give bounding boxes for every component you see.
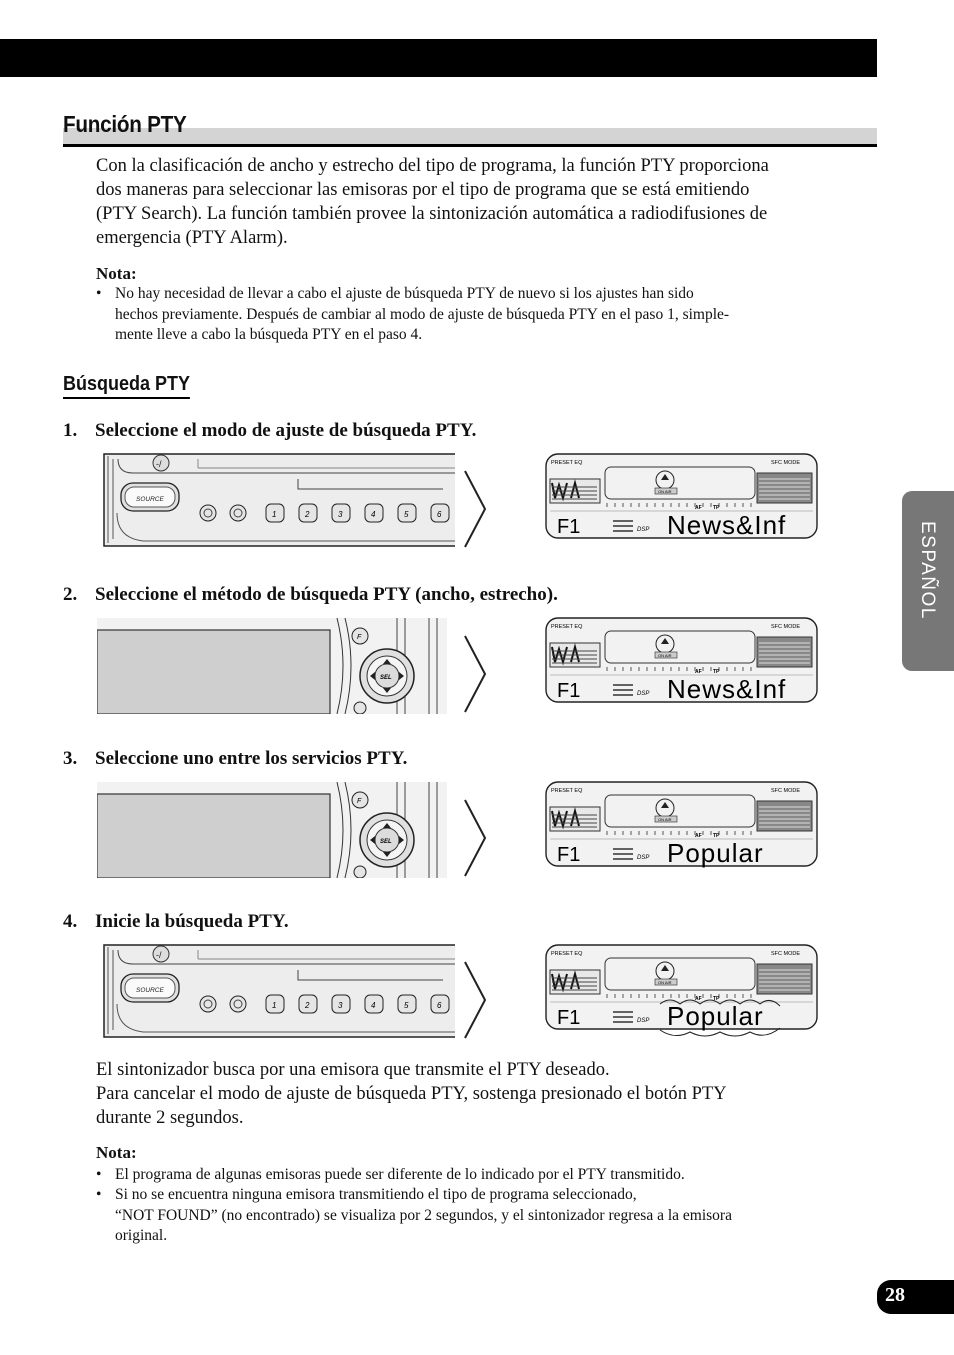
- lcd-label-af: AF: [695, 505, 702, 511]
- note-item: [96, 284, 730, 346]
- note-line: El programa de algunas emisoras puede ser diferente de lo indicado por el PTY transmitido.: [115, 1166, 685, 1183]
- device-control-panel: [97, 782, 447, 878]
- preset-button-4: 4: [371, 510, 376, 519]
- header-bar: [0, 39, 877, 77]
- intro-line: dos maneras para seleccionar las emisoras por el tipo de programa que se está emitiendo: [96, 180, 750, 200]
- sel-joystick: SEL: [380, 675, 392, 681]
- step-1: 1. Seleccione el modo de ajuste de búsqueda PTY.: [63, 420, 477, 441]
- note-label: Nota:: [96, 1143, 137, 1162]
- lcd-label-sfc-mode: SFC MODE: [771, 788, 801, 794]
- note-line: hechos previamente. Después de cambiar al modo de ajuste de búsqueda PTY en el paso 1, simple-: [115, 305, 730, 323]
- lcd-label-on-air: ON AIR: [658, 489, 672, 494]
- device-control-panel: [97, 618, 447, 714]
- lcd-band: F1: [557, 1007, 581, 1029]
- note-item: [96, 1185, 732, 1247]
- lcd-band: F1: [557, 680, 581, 702]
- lcd-label-dsp: DSP: [637, 691, 650, 697]
- lcd-display: [545, 944, 819, 1042]
- lcd-label-sfc-mode: SFC MODE: [771, 460, 801, 466]
- after-line: El sintonizador busca por una emisora que transmite el PTY deseado.: [96, 1060, 610, 1080]
- preset-button-5: 5: [404, 510, 409, 519]
- source-button: SOURCE: [136, 496, 164, 503]
- lcd-band: F1: [557, 844, 581, 866]
- preset-button-1: 1: [272, 1001, 277, 1010]
- lcd-label-af: AF: [695, 996, 702, 1002]
- lcd-label-preset-eq: PRESET EQ: [551, 624, 583, 630]
- after-paragraph: [96, 1058, 727, 1130]
- step-3: 3. Seleccione uno entre los servicios PTY.: [63, 748, 408, 769]
- device-front-panel: [103, 944, 455, 1039]
- intro-line: emergencia (PTY Alarm).: [96, 228, 288, 248]
- note-line: “NOT FOUND” (no encontrado) se visualiza por 2 segundos, y el sintonizador regresa a la emisora: [115, 1206, 732, 1224]
- preset-button-2: 2: [305, 1001, 310, 1010]
- lcd-label-tp: TP: [713, 505, 720, 511]
- note-line: mente lleve a cabo la búsqueda PTY en el paso 4.: [115, 326, 423, 343]
- source-button: SOURCE: [136, 987, 164, 994]
- lcd-band: F1: [557, 516, 581, 538]
- language-tab-label: ESPAÑOL: [917, 521, 938, 620]
- f-button: F: [357, 634, 362, 641]
- lcd-label-on-air: ON AIR: [658, 653, 672, 658]
- lcd-label-dsp: DSP: [637, 527, 650, 533]
- intro-line: Con la clasificación de ancho y estrecho del tipo de programa, la función PTY proporciona: [96, 156, 769, 176]
- lcd-label-preset-eq: PRESET EQ: [551, 460, 583, 466]
- device-front-panel: [103, 453, 455, 548]
- lcd-label-on-air: ON AIR: [658, 817, 672, 822]
- step-4: 4. Inicie la búsqueda PTY.: [63, 911, 289, 932]
- after-line: Para cancelar el modo de ajuste de búsqueda PTY, sostenga presionado el botón PTY: [96, 1084, 727, 1104]
- note-label: Nota:: [96, 264, 137, 283]
- lcd-label-af: AF: [695, 833, 702, 839]
- section-title: Función PTY: [63, 111, 187, 137]
- subsection-title: Búsqueda PTY: [63, 373, 190, 399]
- preset-button-3: 3: [338, 1001, 343, 1010]
- note-item: [96, 1165, 685, 1186]
- lcd-label-sfc-mode: SFC MODE: [771, 624, 801, 630]
- lcd-label-af: AF: [695, 669, 702, 675]
- step-2: 2. Seleccione el método de búsqueda PTY (ancho, estrecho).: [63, 584, 558, 605]
- language-tab: [902, 491, 954, 671]
- arrow-icon: [463, 960, 489, 1042]
- preset-button-4: 4: [371, 1001, 376, 1010]
- note-line: No hay necesidad de llevar a cabo el ajuste de búsqueda PTY de nuevo si los ajustes han sido: [115, 285, 694, 302]
- lcd-label-preset-eq: PRESET EQ: [551, 788, 583, 794]
- bullet: •: [96, 1166, 102, 1183]
- intro-paragraph: [96, 154, 769, 250]
- bullet: •: [96, 1186, 102, 1203]
- intro-line: (PTY Search). La función también provee la sintonización automática a radiodifusiones de: [96, 204, 768, 224]
- lcd-label-dsp: DSP: [637, 1018, 650, 1024]
- arrow-icon: [463, 469, 489, 551]
- page-number: 28: [885, 1284, 905, 1306]
- arrow-icon: [463, 798, 489, 880]
- lcd-pty-text: Popular: [667, 838, 764, 868]
- lcd-pty-text: News&Inf: [667, 510, 787, 540]
- page-number-badge: [877, 1280, 954, 1314]
- f-button: F: [357, 798, 362, 805]
- lcd-label-tp: TP: [713, 833, 720, 839]
- lcd-label-sfc-mode: SFC MODE: [771, 951, 801, 957]
- lcd-label-tp: TP: [713, 669, 720, 675]
- lcd-pty-text: News&Inf: [667, 674, 787, 704]
- lcd-display: [545, 617, 819, 705]
- lcd-pty-text: Popular: [667, 1001, 764, 1031]
- lcd-display: [545, 453, 819, 541]
- lcd-label-on-air: ON AIR: [658, 980, 672, 985]
- preset-button-2: 2: [305, 510, 310, 519]
- bullet: •: [96, 285, 102, 302]
- note-line: Si no se encuentra ninguna emisora transmitiendo el tipo de programa seleccionado,: [115, 1186, 637, 1203]
- preset-button-6: 6: [437, 1001, 442, 1010]
- sel-joystick: SEL: [380, 839, 392, 845]
- lcd-label-tp: TP: [713, 996, 720, 1002]
- arrow-icon: [463, 634, 489, 716]
- lcd-display: [545, 781, 819, 869]
- preset-button-3: 3: [338, 510, 343, 519]
- lcd-label-preset-eq: PRESET EQ: [551, 951, 583, 957]
- preset-button-5: 5: [404, 1001, 409, 1010]
- preset-button-6: 6: [437, 510, 442, 519]
- preset-button-1: 1: [272, 510, 277, 519]
- note-line: original.: [115, 1227, 168, 1244]
- after-line: durante 2 segundos.: [96, 1108, 244, 1128]
- lcd-label-dsp: DSP: [637, 855, 650, 861]
